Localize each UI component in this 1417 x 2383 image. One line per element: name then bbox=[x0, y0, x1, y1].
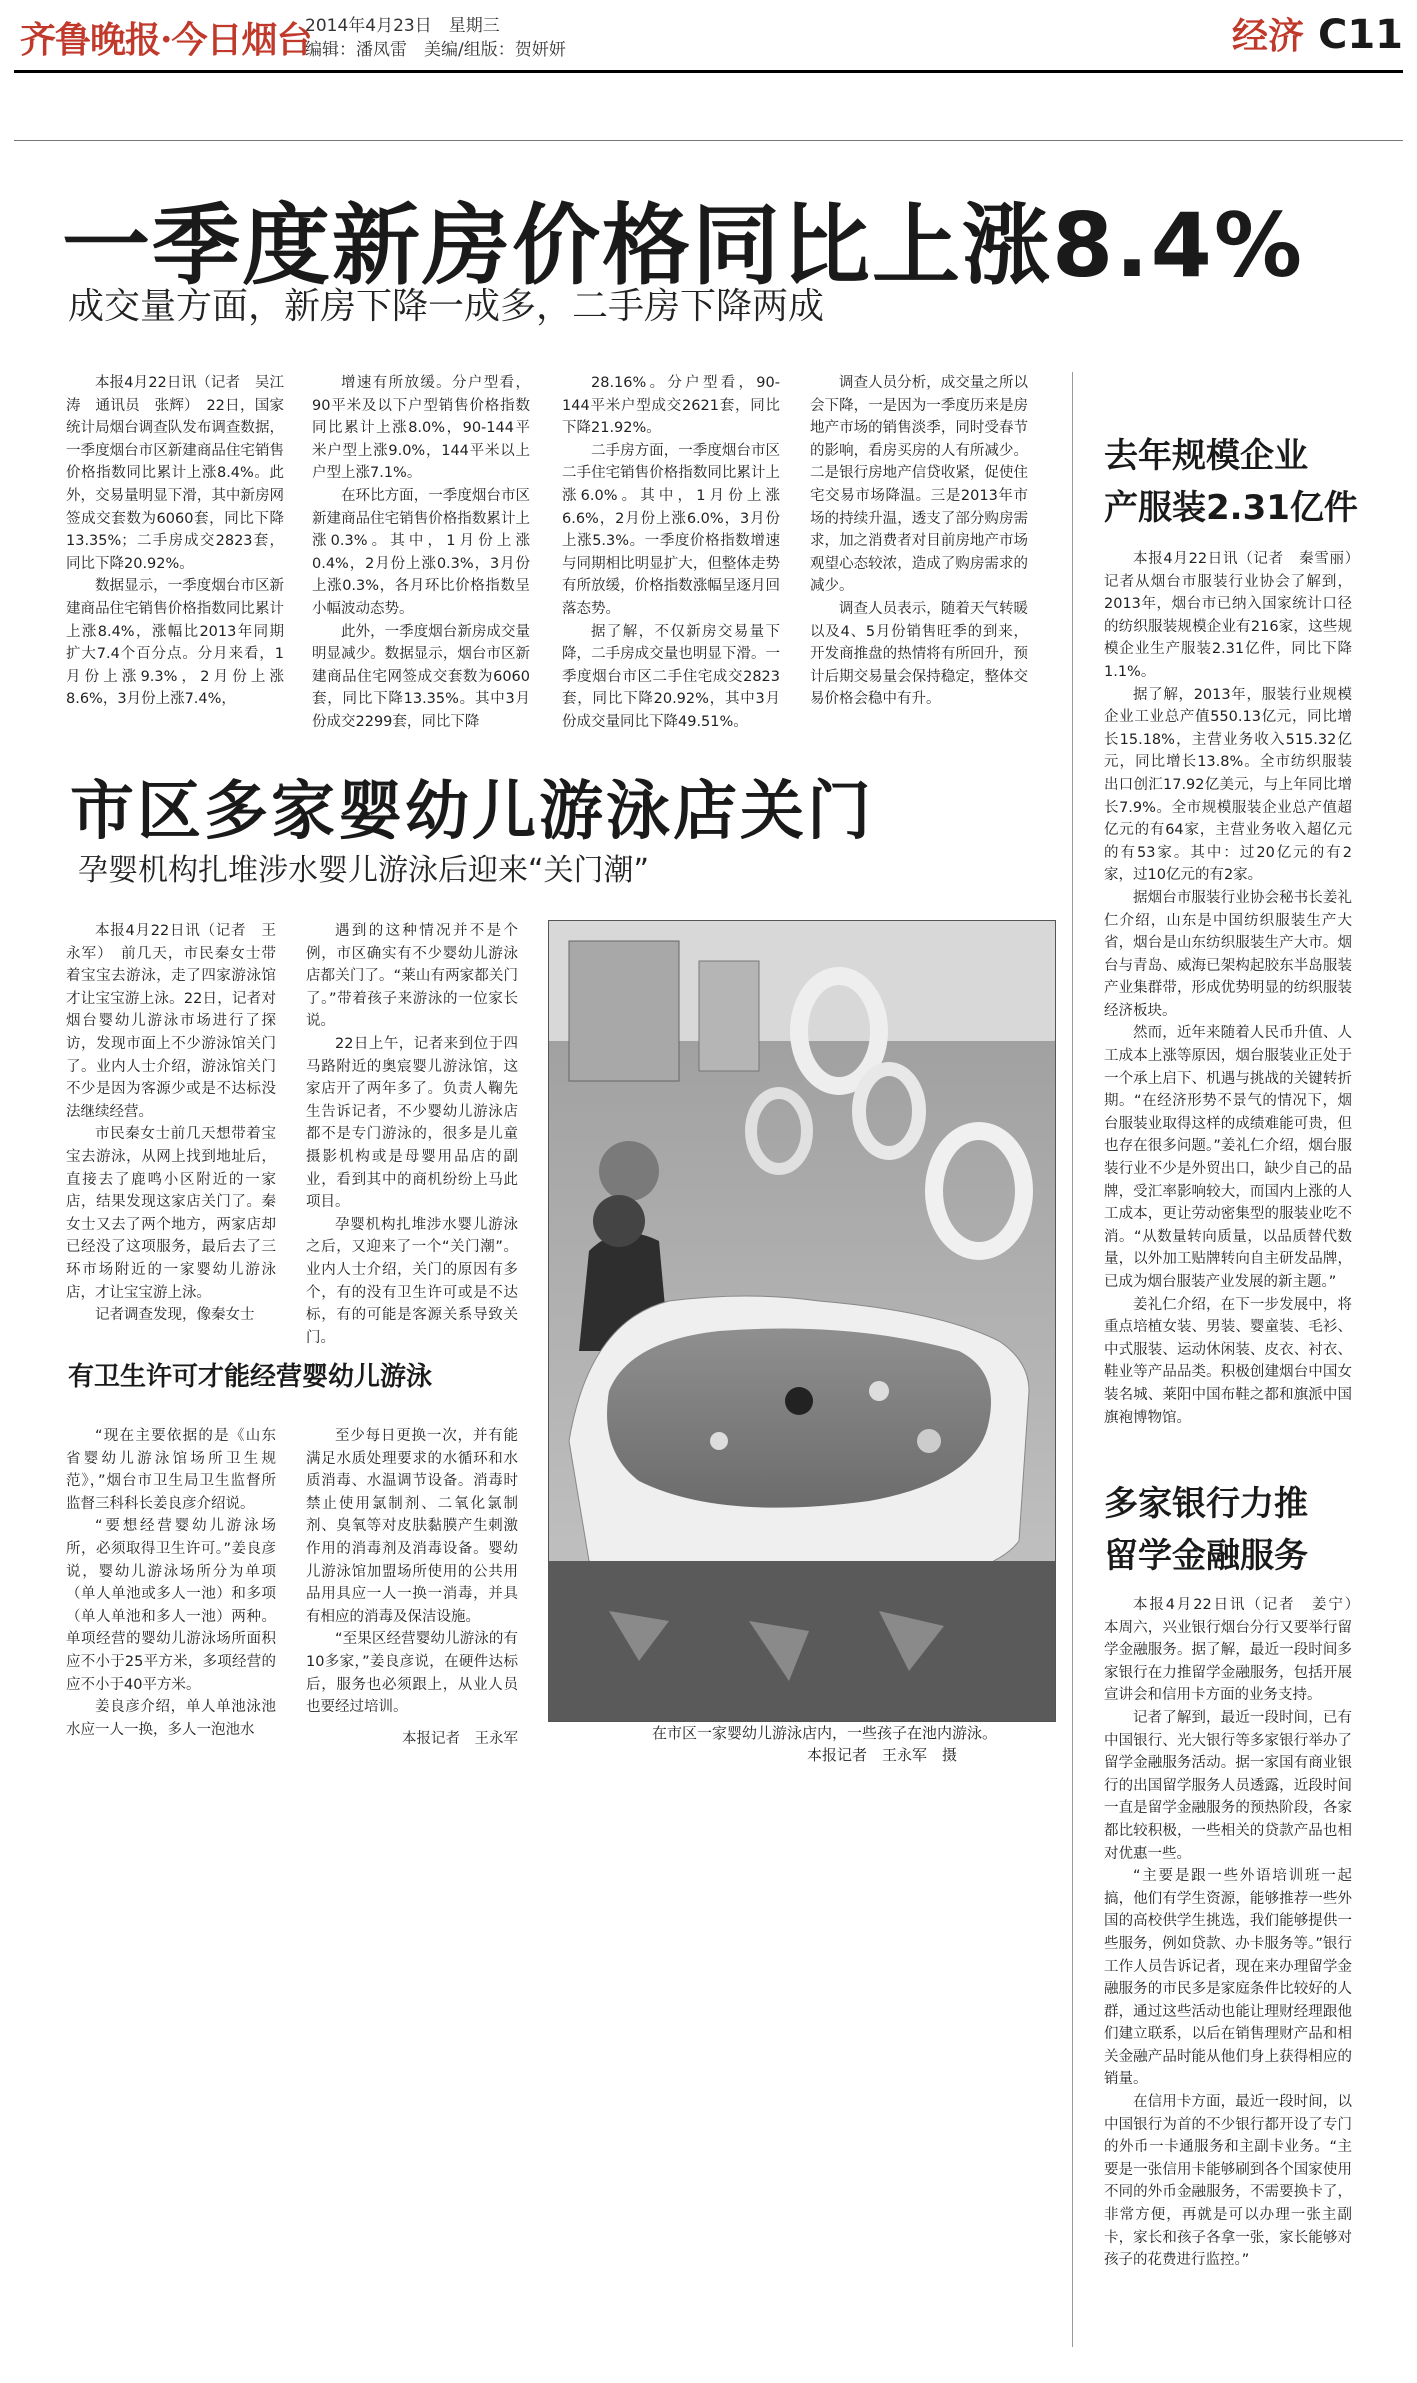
lead-column-3 bbox=[562, 372, 780, 730]
paragraph: 本报4月22日讯（记者 秦雪丽） 记者从烟台市服装行业协会了解到，2013年，烟台市已纳入国家统计口径的纺织服装规模企业有216家，这些规模企业生产服装2.31亿件，同比下降1.1%。 bbox=[1104, 551, 1367, 680]
swim-inner-headline: 有卫生许可才能经营婴幼儿游泳 bbox=[68, 1362, 433, 1392]
section-page bbox=[1232, 8, 1403, 59]
paragraph: 记者了解到，最近一段时间，已有中国银行、光大银行等多家银行举办了留学金融服务活动。据一家国有商业银行的出国留学服务人员透露，近段时间一直是留学金融服务的预热阶段，各家都比较积极，一些相关的贷款产品也相对优惠一些。 bbox=[1104, 1709, 1352, 1862]
paragraph: 28.16%。分户型看，90-144平米户型成交2621套，同比下降21.92%。 bbox=[562, 375, 780, 437]
masthead-logo bbox=[20, 12, 312, 63]
paragraph: 据了解，不仅新房交易量下降，二手房成交量也明显下滑。一季度烟台市区二手住宅成交2823套，同比下降20.92%，其中3月份成交量同比下降49.51%。 bbox=[562, 623, 780, 730]
bank-headline-line2: 留学金融服务 bbox=[1104, 1536, 1308, 1576]
paragraph: 在环比方面，一季度烟台市区新建商品住宅销售价格指数累计上涨0.3%。其中，1月份上涨0.4%，2月份上涨0.3%，3月份上涨0.3%，各月环比价格指数呈小幅波动态势。 bbox=[312, 487, 530, 617]
paragraph: 孕婴机构扎堆涉水婴儿游泳之后，又迎来了一个“关门潮”。业内人士介绍，关门的原因有多个，有的没有卫生许可或是不达标，有的可能是客源关系导致关门。 bbox=[306, 1216, 518, 1346]
divider bbox=[14, 140, 1403, 141]
swim-column-4 bbox=[306, 1425, 518, 1725]
paragraph: 据了解，2013年，服装行业规模企业工业总产值550.13亿元，同比增长15.18%，主营业务收入515.32亿元，同比增长13.8%。全市纺织服装出口创汇17.92亿美元，与上年同比增长7.9%。全市规模服装企业总产值超亿元的有64家，主营业务收入超亿元的有53家。其中：过20亿元的有2家，过10亿元的有2家。 bbox=[1104, 686, 1352, 884]
paragraph: 调查人员表示，随着天气转暖以及4、5月份销售旺季的到来，开发商推盘的热情将有所回升，预计后期交易量会保持稳定，整体交易价格会稳中有升。 bbox=[810, 600, 1028, 708]
news-photo-image bbox=[549, 921, 1055, 1721]
garment-headline bbox=[1104, 430, 1394, 534]
paper-name: 齐鲁晚报 bbox=[20, 19, 161, 61]
paragraph: 至少每日更换一次，并有能满足水质处理要求的水循环和水质消毒、水温调节设备。消毒时禁止使用氯制剂、二氧化氯制剂、臭氧等对皮肤黏膜产生刺激作用的消毒剂及消毒设备。婴幼儿游泳馆加盟场所使用的公共用品用具应一人一换一消毒，并具有相应的消毒及保洁设施。 bbox=[306, 1428, 518, 1625]
garment-headline-line1: 去年规模企业 bbox=[1104, 436, 1308, 476]
masthead-meta bbox=[305, 14, 566, 62]
paragraph: 据烟台市服装行业协会秘书长姜礼仁介绍，山东是中国纺织服装生产大省，烟台是山东纺织服装生产大市。烟台与青岛、威海已架构起胶东半岛服装产业集群带，形成优势明显的纺织服装经济板块。 bbox=[1104, 889, 1352, 1019]
garment-headline-line2: 产服装2.31亿件 bbox=[1104, 488, 1358, 528]
bank-headline-line1: 多家银行力推 bbox=[1104, 1484, 1308, 1524]
photo-caption bbox=[652, 1722, 997, 1766]
paragraph: 数据显示，一季度烟台市区新建商品住宅销售价格指数同比累计上涨8.4%，涨幅比2013年同期扩大7.4个百分点。分月来看，1月份上涨9.3%，2月份上涨8.6%，3月份上涨7.4%， bbox=[66, 578, 284, 708]
paragraph: 姜礼仁介绍，在下一步发展中，将重点培植女装、男装、婴童装、毛衫、中式服装、运动休闲装、皮衣、衬衣、鞋业等产品品类。积极创建烟台中国女装名城、莱阳中国布鞋之都和旗派中国旗袍博物馆。 bbox=[1104, 1296, 1352, 1426]
swim-column-2 bbox=[306, 920, 518, 1346]
news-photo bbox=[548, 920, 1056, 1722]
paragraph: 姜良彦介绍，单人单池泳池水应一人一换，多人一泡池水 bbox=[66, 1699, 276, 1738]
photo-credit: 本报记者 王永军 摄 bbox=[807, 1746, 958, 1764]
lead-column-4 bbox=[810, 372, 1028, 708]
swim-subheadline: 孕婴机构扎堆涉水婴儿游泳后迎来“关门潮” bbox=[78, 853, 650, 888]
paragraph: 本报4月22日讯（记者 吴江涛 通讯员 张辉） 22日，国家统计局烟台调查队发布调查数据，一季度烟台市区新建商品住宅销售价格指数同比累计上涨8.4%。此外，交易量明显下滑，其中新房网签成交套数为6060套，同比下降13.35%；二手房成交2823套，同比下降20.92%。 bbox=[66, 375, 284, 572]
lead-headline: 一季度新房价格同比上涨8.4% bbox=[62, 194, 1305, 297]
swim-headline: 市区多家婴幼儿游泳店关门 bbox=[70, 775, 874, 849]
paragraph: 此外，一季度烟台新房成交量明显减少。数据显示，烟台市区新建商品住宅网签成交套数为6060套，同比下降13.35%。其中3月份成交2299套，同比下降 bbox=[312, 623, 530, 730]
paragraph: “至果区经营婴幼儿游泳的有10多家，”姜良彦说，在硬件达标后，服务也必须跟上，从业人员也要经过培训。 bbox=[306, 1631, 518, 1716]
paragraph: 本报4月22日讯（记者 王永军） 前几天，市民秦女士带着宝宝去游泳，走了四家游泳馆才让宝宝游上泳。22日，记者对烟台婴幼儿游泳市场进行了探访，发现市面上不少游泳馆关门了。业内人士介绍，游泳馆关门不少是因为客源少或是不达标没法继续经营。 bbox=[66, 923, 276, 1120]
lead-column-1 bbox=[66, 372, 284, 708]
paragraph: 遇到的这种情况并不是个例，市区确实有不少婴幼儿游泳店都关门了。“莱山有两家都关门了。”带着孩子来游泳的一位家长说。 bbox=[306, 923, 518, 1030]
edition-name: ·今日烟台 bbox=[160, 19, 312, 61]
lead-column-2 bbox=[312, 372, 530, 730]
column-divider bbox=[1072, 372, 1073, 2347]
paragraph: 增速有所放缓。分户型看，90平米及以下户型销售价格指数同比累计上涨8.0%，90-144平米户型上涨9.0%，144平米以上户型上涨7.1%。 bbox=[312, 375, 530, 482]
paragraph: “现在主要依据的是《山东省婴幼儿游泳馆场所卫生规范》，”烟台市卫生局卫生监督所监督三科科长姜良彦介绍说。 bbox=[66, 1428, 276, 1512]
paragraph: 二手房方面，一季度烟台市区二手住宅销售价格指数同比累计上涨6.0%。其中，1月份上涨6.6%，2月份上涨6.0%，3月份上涨5.3%。一季度价格指数增速与同期相比明显扩大，但整体走势有所放缓，价格指数涨幅呈逐月回落态势。 bbox=[562, 442, 780, 617]
paragraph: 本报4月22日讯（记者 姜宁） 本周六，兴业银行烟台分行又要举行留学金融服务。据了解，最近一段时间多家银行在力推留学金融服务，包括开展宣讲会和信用卡方面的业务支持。 bbox=[1104, 1597, 1367, 1704]
paragraph: 市民秦女士前几天想带着宝宝去游泳，从网上找到地址后，直接去了鹿鸣小区附近的一家店，结果发现这家店关门了。秦女士又去了两个地方，两家店却已经没了这项服务，最后去了三环市场附近的一家婴幼儿游泳店，才让宝宝游上泳。 bbox=[66, 1126, 276, 1301]
paragraph: 22日上午，记者来到位于四马路附近的奥宸婴儿游泳馆，这家店开了两年多了。负责人鞠先生告诉记者，不少婴幼儿游泳店都不是专门游泳的，很多是儿童摄影机构或是母婴用品店的副业，看到其中的商机纷纷上马此项目。 bbox=[306, 1035, 518, 1211]
lead-subheadline: 成交量方面，新房下降一成多，二手房下降两成 bbox=[68, 286, 825, 327]
swim-column-3 bbox=[66, 1425, 276, 1745]
issue-date: 2014年4月23日 星期三 bbox=[305, 16, 500, 36]
paragraph: 然而，近年来随着人民币升值、人工成本上涨等原因，烟台服装业正处于一个承上启下、机遇与挑战的关键转折期。“在经济形势不景气的情况下，烟台服装业取得这样的成绩难能可贵，但也存在很多问题。”姜礼仁介绍，烟台服装行业不少是外贸出口，缺少自己的品牌，受汇率影响较大，而国内上涨的人工成本，更让劳动密集型的服装业吃不消。“从数量转向质量，以品质替代数量，以外加工贴牌转向自主研发品牌，已成为烟台服装产业发展的新主题。” bbox=[1104, 1025, 1352, 1290]
bank-headline bbox=[1104, 1478, 1394, 1582]
bank-body bbox=[1104, 1594, 1367, 2352]
page-number: C11 bbox=[1317, 12, 1403, 58]
paragraph: 记者调查发现，像秦女士 bbox=[95, 1307, 255, 1324]
swim-byline: 本报记者 王永军 bbox=[402, 1731, 518, 1747]
paragraph: 在信用卡方面，最近一段时间，以中国银行为首的不少银行都开设了专门的外币一卡通服务和主副卡业务。“主要是一张信用卡能够刷到各个国家使用不同的外币金融服务，不需要换卡了，非常方便，再就是可以办理一张主副卡，家长和孩子各拿一张，家长能够对孩子的花费进行监控。” bbox=[1104, 2094, 1352, 2269]
caption-text: 在市区一家婴幼儿游泳店内，一些孩子在池内游泳。 bbox=[652, 1724, 998, 1742]
garment-body bbox=[1104, 548, 1367, 1426]
section-name: 经济 bbox=[1231, 16, 1304, 57]
editors-line: 编辑：潘凤雷 美编/组版：贺妍妍 bbox=[305, 40, 566, 60]
paragraph: 调查人员分析，成交量之所以会下降，一是因为一季度历来是房地产市场的销售淡季，同时受春节的影响，看房买房的人有所减少。二是银行房地产信贷收紧，促使住宅交易市场降温。三是2013年市场的持续升温，透支了部分购房需求，加之消费者对目前房地产市场观望心态较浓，造成了购房需求的减少。 bbox=[810, 375, 1028, 595]
swim-column-1 bbox=[66, 920, 276, 1324]
masthead-rule bbox=[14, 70, 1403, 73]
paragraph: “要想经营婴幼儿游泳场所，必须取得卫生许可。”姜良彦说，婴幼儿游泳场所分为单项（单人单池或多人一池）和多项（单人单池和多人一池）两种。单项经营的婴幼儿游泳场所面积应不小于25平方米，多项经营的应不小于40平方米。 bbox=[66, 1518, 276, 1693]
paragraph: “主要是跟一些外语培训班一起搞，他们有学生资源，能够推荐一些外国的高校供学生挑选，我们能够提供一些服务，例如贷款、办卡服务等。”银行工作人员告诉记者，现在来办理留学金融服务的市民多是家庭条件比较好的人群，通过这些活动也能让理财经理跟他们建立联系，以后在销售理财产品和相关金融产品时能从他们身上获得相应的销量。 bbox=[1104, 1868, 1352, 2088]
